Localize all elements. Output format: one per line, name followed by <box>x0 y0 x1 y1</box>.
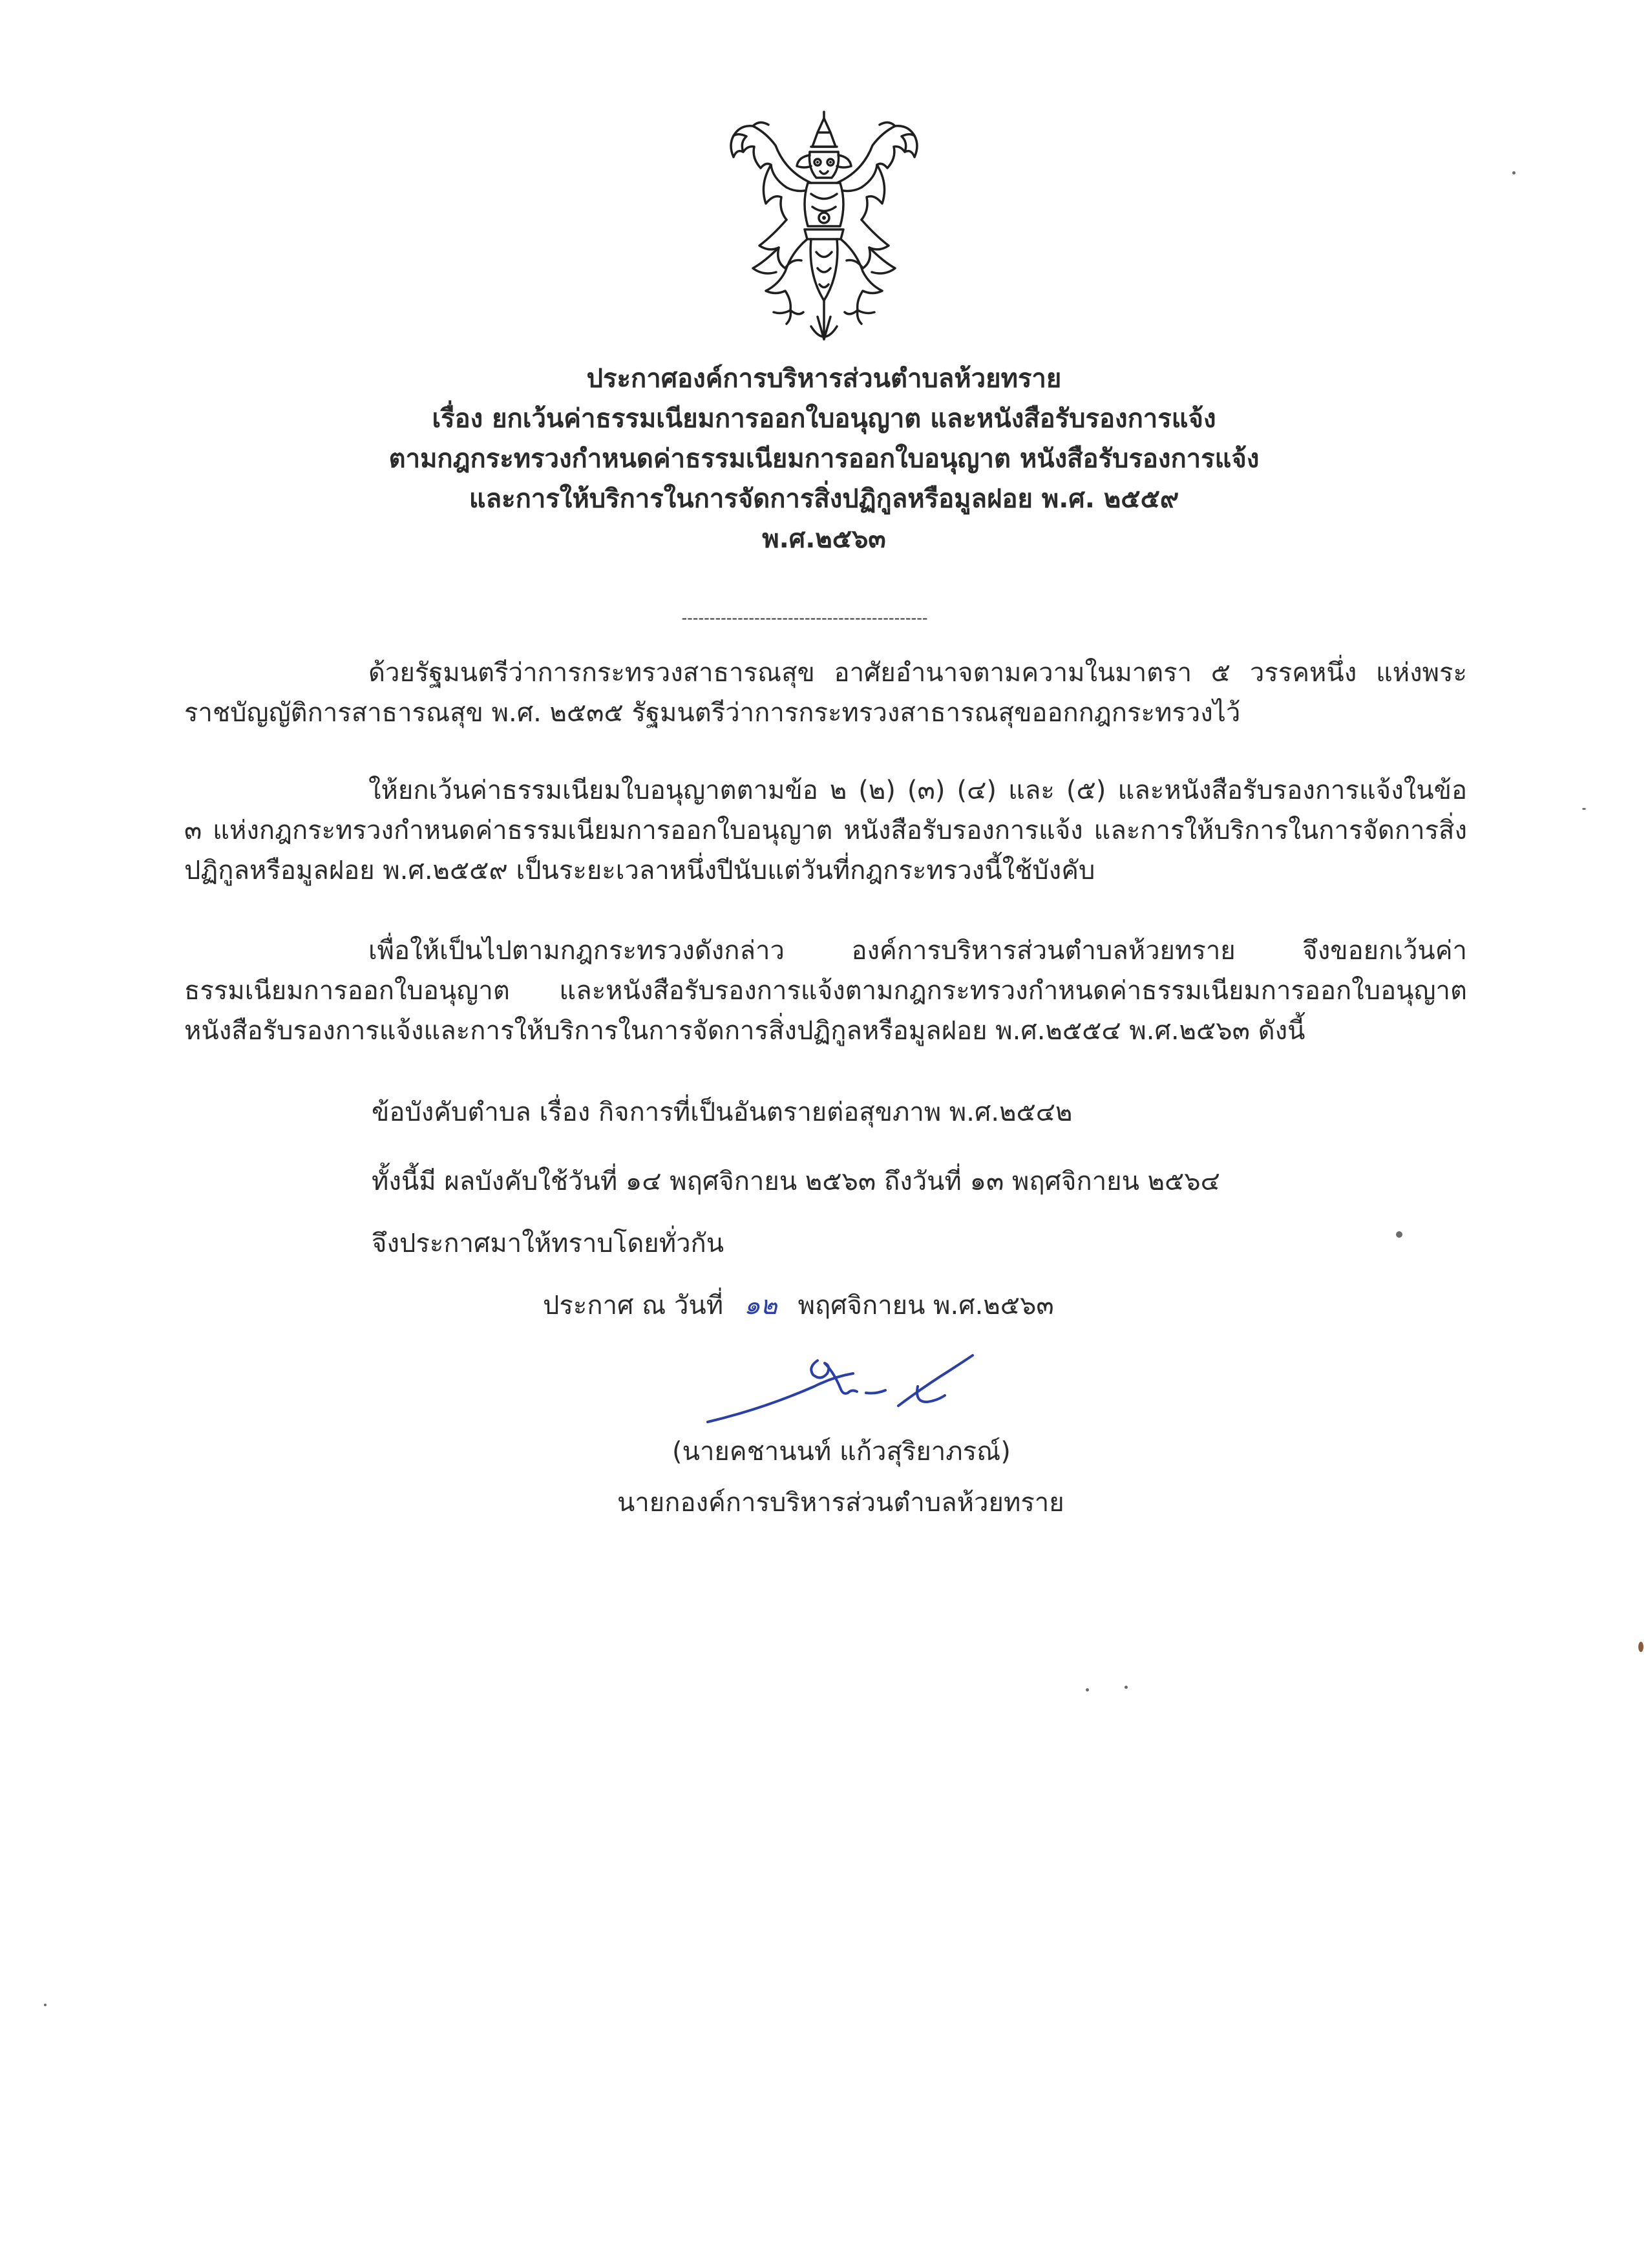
paragraph-1 <box>184 653 1467 733</box>
handwritten-signature <box>704 1348 995 1425</box>
regulation-line: ข้อบังคับตำบล เรื่อง กิจการที่เป็นอันตรายต่อสุขภาพ พ.ศ.๒๕๔๒ <box>372 1097 1073 1127</box>
paragraph-1-text: ด้วยรัฐมนตรีว่าการกระทรวงสาธารณสุข อาศัยอำนาจตามความในมาตรา ๕ วรรคหนึ่ง แห่งพระราชบัญญัติการสาธารณสุข พ.ศ. ๒๕๓๕ รัฐมนตรีว่าการกระทรวงสาธารณสุขออกกฎกระทรวงไว้ <box>184 658 1467 728</box>
announcement-suffix: พฤศจิกายน พ.ศ.๒๕๖๓ <box>798 1291 1054 1320</box>
scan-speck <box>1396 1231 1402 1238</box>
paragraph-3 <box>184 931 1467 1051</box>
paragraph-2-text: ให้ยกเว้นค่าธรรมเนียมใบอนุญาตตามข้อ ๒ (๒) (๓) (๔) และ (๕) และหนังสือรับรองการแจ้งในข้อ ๓ แห่งกฎกระทรวงกำหนดค่าธรรมเนียมการออกใบอนุญาต หนังสือรับรองการแจ้ง และการให้บริการในการจัดการสิ่งปฏิกูลหรือมูลฝอย พ.ศ.๒๕๕๙ เป็นระยะเวลาหนึ่งปีนับแต่วันที่กฎกระทรวงนี้ใช้บังคับ <box>184 776 1467 885</box>
signatory-position: นายกองค์การบริหารส่วนตำบลห้วยทราย <box>617 1488 1064 1518</box>
scan-speck <box>1638 1642 1643 1652</box>
announcement-title-block <box>194 359 1454 559</box>
title-line-5: พ.ศ.๒๕๖๓ <box>762 524 886 554</box>
scan-speck <box>1582 808 1586 810</box>
title-line-2: เรื่อง ยกเว้นค่าธรรมเนียมการออกใบอนุญาต และหนังสือรับรองการแจ้ง <box>432 404 1216 434</box>
paragraph-3-text: เพื่อให้เป็นไปตามกฎกระทรวงดังกล่าว องค์การบริหารส่วนตำบลห้วยทราย จึงขอยกเว้นค่าธรรมเนียมการออกใบอนุญาต และหนังสือรับรองการแจ้งตามกฎกระทรวงกำหนดค่าธรรมเนียมการออกใบอนุญาต หนังสือรับรองการแจ้งและการให้บริการในการจัดการสิ่งปฏิกูลหรือมูลฝอย พ.ศ.๒๕๕๔ พ.ศ.๒๕๖๓ ดังนี้ <box>184 936 1467 1046</box>
closing-line: จึงประกาศมาให้ทราบโดยทั่วกัน <box>372 1229 724 1258</box>
scan-speck <box>1086 1688 1089 1691</box>
scan-speck <box>44 2004 47 2006</box>
announcement-date-line <box>543 1286 1054 1326</box>
announcement-prefix: ประกาศ ณ วันที่ <box>543 1291 724 1320</box>
garuda-emblem-icon <box>714 107 934 352</box>
paragraph-2 <box>184 770 1467 891</box>
scan-speck <box>1125 1686 1128 1689</box>
title-divider: -------------------------------------------- <box>681 609 928 627</box>
title-line-1: ประกาศองค์การบริหารส่วนตำบลห้วยทราย <box>586 364 1062 394</box>
signatory-name: (นายคชานนท์ แก้วสุริยาภรณ์) <box>672 1437 1011 1467</box>
title-line-3: ตามกฎกระทรวงกำหนดค่าธรรมเนียมการออกใบอนุญาต หนังสือรับรองการแจ้ง <box>388 444 1260 474</box>
handwritten-day: ๑๒ <box>743 1291 777 1320</box>
effective-date-line: ทั้งนี้มี ผลบังคับใช้วันที่ ๑๔ พฤศจิกายน ๒๕๖๓ ถึงวันที่ ๑๓ พฤศจิกายน ๒๕๖๔ <box>372 1167 1220 1196</box>
scan-speck <box>1512 171 1516 175</box>
title-line-4: และการให้บริการในการจัดการสิ่งปฏิกูลหรือมูลฝอย พ.ศ. ๒๕๕๙ <box>469 484 1179 514</box>
